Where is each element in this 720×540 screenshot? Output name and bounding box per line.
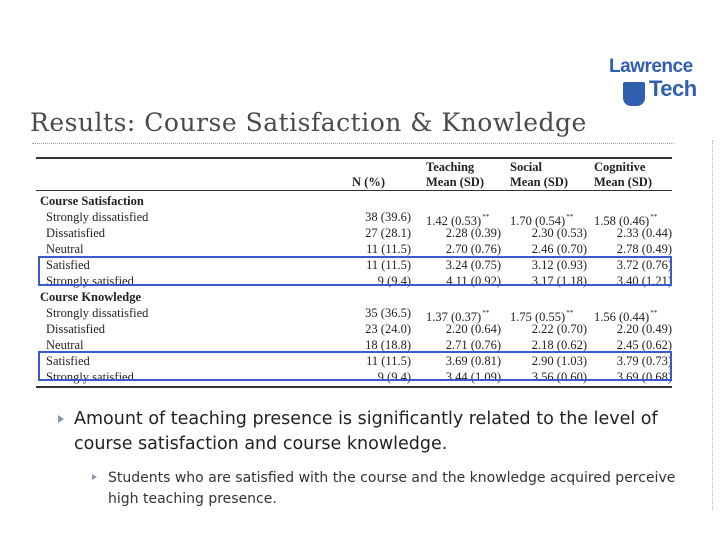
significance-marker: ** (482, 213, 490, 221)
results-table (36, 155, 676, 388)
section-label: Course Knowledge (40, 290, 142, 304)
table-row (36, 241, 672, 257)
header-teaching: Teaching Mean (SD) (426, 160, 484, 189)
row-label: Strongly dissatisfied (46, 306, 149, 320)
table-top-rule (36, 157, 672, 159)
significance-marker: ** (650, 213, 658, 221)
cell-social: 3.56 (0.60) (531, 370, 587, 384)
cell-teaching: 2.70 (0.76) (445, 242, 501, 256)
table-section-row (36, 289, 672, 305)
cell-n: 9 (9.4) (377, 274, 411, 288)
cell-cognitive: 2.33 (0.44) (616, 226, 672, 240)
cell-teaching: 2.20 (0.64) (445, 322, 501, 336)
table-section-row (36, 193, 672, 209)
cell-n: 9 (9.4) (377, 370, 411, 384)
row-label: Strongly satisfied (46, 274, 134, 288)
table-row (36, 225, 672, 241)
row-label: Strongly dissatisfied (46, 210, 149, 224)
cell-social: 2.22 (0.70) (531, 322, 587, 336)
bullet-arrow-icon (58, 415, 64, 423)
table-row (36, 321, 672, 337)
table-bottom-rule (36, 386, 672, 388)
cell-cognitive: 3.72 (0.76) (616, 258, 672, 272)
sub-bullet-arrow-icon (92, 474, 97, 480)
main-bullet-text: Amount of teaching presence is significantly related to the level of course satisfaction and course knowledge. (74, 409, 658, 454)
table-row: Strongly dissatisfied 35 (36.5) 1.37 (0.37)** 1.75 (0.55)** 1.56 (0.44)** (46, 306, 658, 324)
cell-n: 27 (28.1) (365, 226, 411, 240)
significance-marker: ** (566, 213, 574, 221)
cell-social: 3.12 (0.93) (531, 258, 587, 272)
cell-teaching: 2.28 (0.39) (445, 226, 501, 240)
row-label: Dissatisfied (46, 226, 106, 240)
cell-teaching: 3.69 (0.81) (445, 354, 501, 368)
cell-social: 2.46 (0.70) (531, 242, 587, 256)
cell-n: 11 (11.5) (366, 258, 411, 272)
slide-title: Results: Course Satisfaction & Knowledge (30, 108, 587, 137)
header-cognitive: Cognitive Mean (SD) (594, 160, 652, 189)
cell-n: 11 (11.5) (366, 354, 411, 368)
cell-social: 2.90 (1.03) (531, 354, 587, 368)
significance-marker: ** (482, 309, 490, 317)
row-label: Satisfied (46, 354, 90, 368)
section-label: Course Satisfaction (40, 194, 144, 208)
cell-social: 2.30 (0.53) (531, 226, 587, 240)
table-header-rule (36, 190, 672, 191)
cell-n: 35 (36.5) (365, 306, 411, 320)
significance-marker: ** (650, 309, 658, 317)
row-label: Neutral (46, 338, 84, 352)
row-label: Satisfied (46, 258, 90, 272)
header-n: N (%) (352, 175, 385, 189)
sub-bullet-text: Students who are satisfied with the course and the knowledge acquired perceive high teaching presence. (108, 470, 676, 507)
cell-cognitive: 2.45 (0.62) (616, 338, 672, 352)
highlight-box-satisfaction (38, 256, 672, 286)
header-social: Social Mean (SD) (510, 160, 568, 189)
significance-marker: ** (566, 309, 574, 317)
cell-teaching: 2.71 (0.76) (445, 338, 501, 352)
table-row: Strongly dissatisfied 38 (39.6) 1.42 (0.53)** 1.70 (0.54)** 1.58 (0.46)** (46, 210, 658, 228)
title-divider (32, 143, 674, 144)
cell-n: 11 (11.5) (366, 242, 411, 256)
cell-cognitive: 3.79 (0.73) (616, 354, 672, 368)
cell-teaching: 4.11 (0.92) (446, 274, 501, 288)
row-label: Neutral (46, 242, 84, 256)
cell-teaching: 3.24 (0.75) (445, 258, 501, 272)
cell-teaching: 3.44 (1.09) (445, 370, 501, 384)
highlight-box-knowledge (38, 351, 672, 381)
cell-n: 18 (18.8) (365, 338, 411, 352)
logo-text-lawrence: Lawrence (609, 56, 693, 77)
slide-edge-divider (712, 140, 714, 510)
cell-cognitive: 2.20 (0.49) (616, 322, 672, 336)
cell-social: 3.17 (1.18) (531, 274, 587, 288)
cell-cognitive: 3.40 (1.21) (616, 274, 672, 288)
cell-social: 2.18 (0.62) (531, 338, 587, 352)
cell-n: 23 (24.0) (365, 322, 411, 336)
logo-seal-icon (623, 82, 645, 106)
lawrence-tech-logo (609, 56, 713, 108)
cell-cognitive: 3.69 (0.68) (616, 370, 672, 384)
cell-cognitive: 2.78 (0.49) (616, 242, 672, 256)
logo-text-tech: Tech (649, 76, 697, 101)
row-label: Dissatisfied (46, 322, 106, 336)
row-label: Strongly satisfied (46, 370, 134, 384)
cell-n: 38 (39.6) (365, 210, 411, 224)
